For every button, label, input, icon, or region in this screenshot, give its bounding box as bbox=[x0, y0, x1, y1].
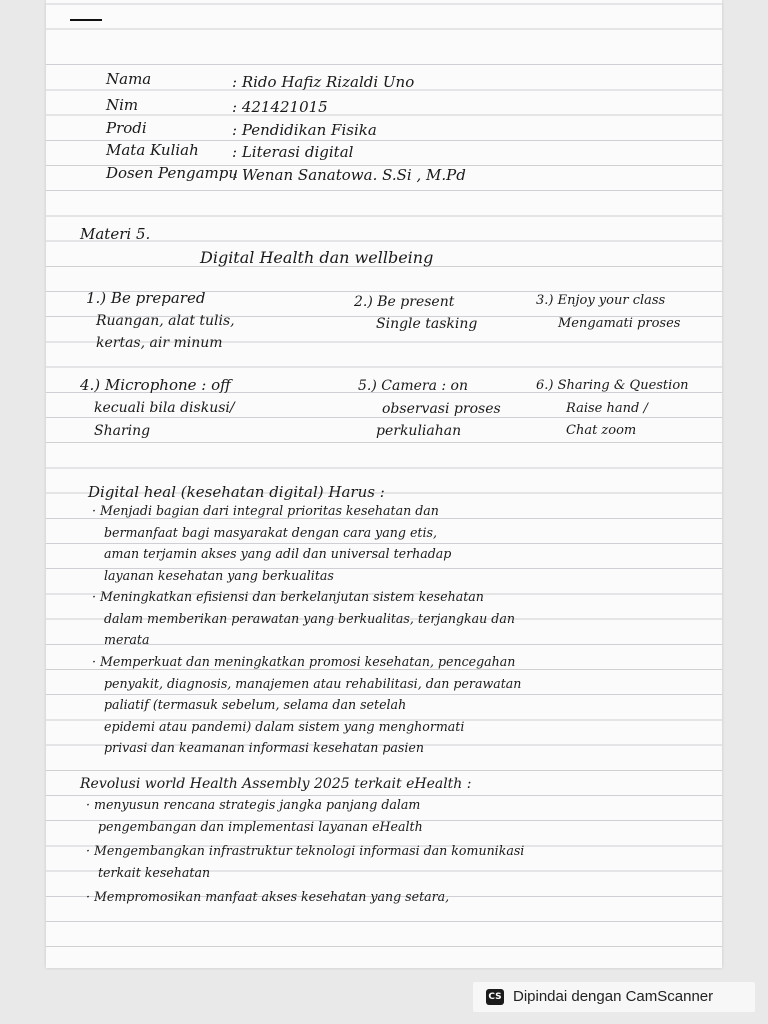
tip-6-line-2: Chat zoom bbox=[566, 423, 637, 438]
value-mata-kuliah: : Literasi digital bbox=[232, 143, 354, 161]
section-2-heading: Revolusi world Health Assembly 2025 terkait eHealth : bbox=[80, 776, 472, 792]
section-2-bullet-2 bbox=[86, 840, 524, 883]
materi-label: Materi 5. bbox=[80, 225, 151, 243]
tip-5-head: 5.) Camera : on bbox=[358, 378, 468, 394]
tip-4-line-1: kecuali bila diskusi/ bbox=[94, 400, 235, 416]
section-2-bullet-1 bbox=[86, 794, 423, 837]
text-line: pengembangan dan implementasi layanan eHealth bbox=[98, 818, 423, 834]
text-line: privasi dan keamanan informasi kesehatan pasien bbox=[104, 740, 424, 755]
tip-4-line-2: Sharing bbox=[94, 423, 151, 439]
tip-5-line-1: observasi proses bbox=[382, 401, 501, 417]
tip-5-line-2: perkuliahan bbox=[376, 423, 462, 439]
value-nim: : 421421015 bbox=[232, 98, 328, 116]
text-line: dalam memberikan perawatan yang berkualitas, terjangkau dan bbox=[104, 610, 515, 626]
text-line: bermanfaat bagi masyarakat dengan cara yang etis, bbox=[104, 524, 437, 540]
text-line: paliatif (termasuk sebelum, selama dan setelah bbox=[104, 697, 407, 712]
value-nama: : Rido Hafiz Rizaldi Uno bbox=[232, 73, 415, 91]
text-line: · Mempromosikan manfaat akses kesehatan yang setara, bbox=[86, 889, 450, 904]
label-dosen: Dosen Pengampu bbox=[106, 164, 239, 182]
text-line: · menyusun rencana strategis jangka panjang dalam bbox=[86, 797, 421, 812]
camscanner-icon: CS bbox=[486, 989, 504, 1005]
page-title: Digital Health dan wellbeing bbox=[200, 248, 434, 267]
label-nim: Nim bbox=[106, 96, 139, 114]
camscanner-watermark bbox=[473, 982, 755, 1012]
text-line: · Meningkatkan efisiensi dan berkelanjutan sistem kesehatan bbox=[92, 589, 484, 604]
tip-2-head: 2.) Be present bbox=[354, 294, 455, 310]
label-nama: Nama bbox=[106, 70, 152, 88]
tip-1-line-1: Ruangan, alat tulis, bbox=[96, 313, 235, 329]
text-line: penyakit, diagnosis, manajemen atau rehabilitasi, dan perawatan bbox=[104, 675, 522, 691]
camscanner-text: Dipindai dengan CamScanner bbox=[513, 988, 714, 1005]
value-dosen: : Wenan Sanatowa. S.Si , M.Pd bbox=[232, 166, 466, 184]
text-line: aman terjamin akses yang adil dan universal terhadap bbox=[104, 546, 452, 561]
section-2-bullet-3 bbox=[86, 886, 449, 908]
section-1-bullet-1 bbox=[92, 500, 451, 586]
text-line: · Memperkuat dan meningkatkan promosi kesehatan, pencegahan bbox=[92, 654, 516, 669]
text-line: · Menjadi bagian dari integral prioritas kesehatan dan bbox=[92, 503, 439, 518]
section-1-bullet-2 bbox=[92, 586, 515, 651]
text-line: layanan kesehatan yang berkualitas bbox=[104, 567, 334, 583]
section-1-bullet-3 bbox=[92, 651, 521, 759]
tip-4-head: 4.) Microphone : off bbox=[80, 376, 231, 394]
tip-1-head: 1.) Be prepared bbox=[86, 289, 206, 307]
text-line: epidemi atau pandemi) dalam sistem yang menghormati bbox=[104, 718, 465, 734]
label-mata-kuliah: Mata Kuliah bbox=[106, 141, 199, 159]
tip-6-head: 6.) Sharing & Question bbox=[536, 378, 689, 393]
tip-2-line-1: Single tasking bbox=[376, 316, 478, 332]
tip-6-line-1: Raise hand / bbox=[566, 401, 648, 416]
tip-3-line-1: Mengamati proses bbox=[558, 316, 681, 331]
text-line: merata bbox=[104, 632, 150, 647]
tip-1-line-2: kertas, air minum bbox=[96, 335, 223, 351]
pen-mark bbox=[70, 19, 102, 21]
tip-3-head: 3.) Enjoy your class bbox=[536, 293, 666, 308]
value-prodi: : Pendidikan Fisika bbox=[232, 121, 377, 139]
text-line: terkait kesehatan bbox=[98, 864, 211, 880]
section-1-heading: Digital heal (kesehatan digital) Harus : bbox=[88, 483, 385, 501]
label-prodi: Prodi bbox=[106, 119, 147, 137]
text-line: · Mengembangkan infrastruktur teknologi informasi dan komunikasi bbox=[86, 843, 525, 858]
